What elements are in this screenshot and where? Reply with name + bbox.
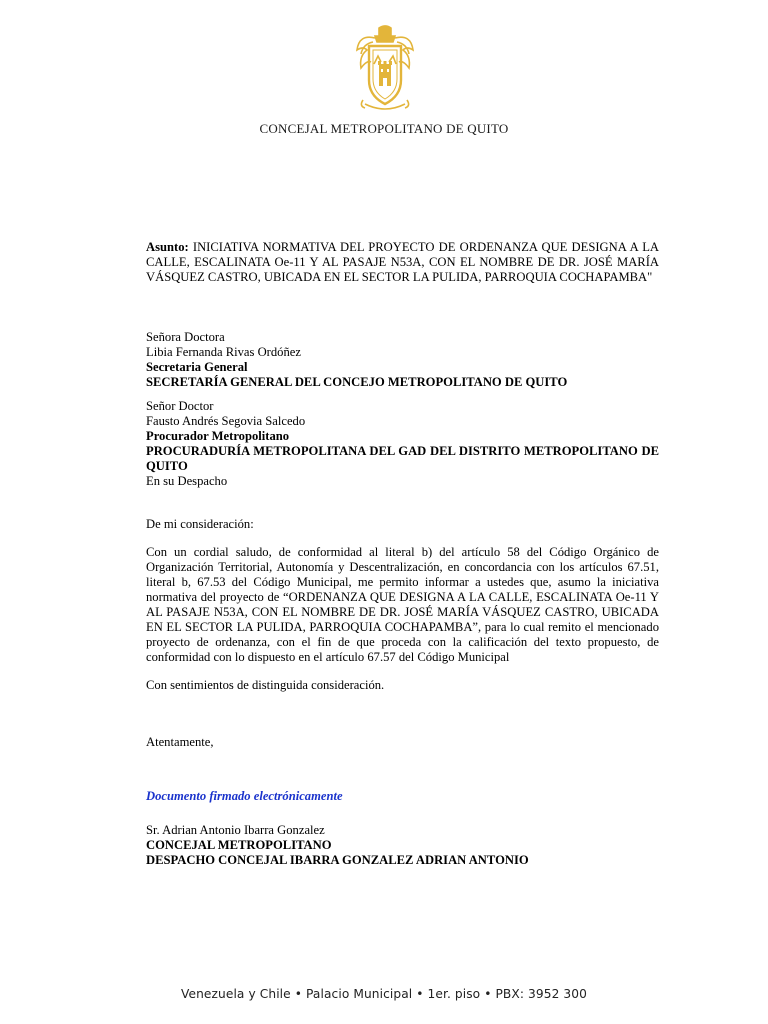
closing-line: Con sentimientos de distinguida consideración. <box>146 678 385 692</box>
addressee-2-name: Fausto Andrés Segovia Salcedo <box>146 414 306 428</box>
addressee-block-2 <box>146 399 659 489</box>
electronic-signature-note: Documento firmado electrónicamente <box>146 789 343 803</box>
addressee-block-1 <box>146 330 659 390</box>
addressee-1-salutation: Señora Doctora <box>146 330 225 344</box>
subject-block <box>146 240 659 285</box>
body-paragraph: Con un cordial saludo, de conformidad al literal b) del artículo 58 del Código Orgánico de Organización Territorial, Autonomía y Descentralización, en concordancia con los artículos 67.51, literal b, 67.53 del Código Municipal, me permito informar a ustedes que, asumo la iniciativa normativa del proyecto de “ORDENANZA QUE DESIGNA A LA CALLE, ESCALINATA Oe-11 Y AL PASAJE N53A, CON EL NOMBRE DE DR. JOSÉ MARÍA VÁSQUEZ CASTRO, UBICADA EN EL SECTOR LA PULIDA, PARROQUIA COCHAPAMBA”, para lo cual remito el mencionado proyecto de ordenanza, con el fin de que proceda con la calificación del texto propuesto, de conformidad con lo dispuesto en el artículo 67.57 del Código Municipal <box>146 545 659 664</box>
addressee-2-salutation: Señor Doctor <box>146 399 214 413</box>
subject-label: Asunto: <box>146 240 189 254</box>
footer-address: Venezuela y Chile • Palacio Municipal • 1er. piso • PBX: 3952 300 <box>181 987 587 1001</box>
signer-name: Sr. Adrian Antonio Ibarra Gonzalez <box>146 823 325 837</box>
quito-coat-of-arms-icon <box>353 24 417 112</box>
signature-block <box>146 823 659 868</box>
addressee-1-name: Libia Fernanda Rivas Ordóñez <box>146 345 301 359</box>
subject-text: INICIATIVA NORMATIVA DEL PROYECTO DE ORDENANZA QUE DESIGNA A LA CALLE, ESCALINATA Oe-11 Y AL PASAJE N53A, CON EL NOMBRE DE DR. JOSÉ MARÍA VÁSQUEZ CASTRO, UBICADA EN EL SECTOR LA PULIDA, PARROQUIA COCHAPAMBA" <box>146 240 659 284</box>
addressee-2-office: PROCURADURÍA METROPOLITANA DEL GAD DEL DISTRITO METROPOLITANO DE QUITO <box>146 444 659 473</box>
signer-title: CONCEJAL METROPOLITANO <box>146 838 332 852</box>
addressee-1-office: SECRETARÍA GENERAL DEL CONCEJO METROPOLITANO DE QUITO <box>146 375 568 389</box>
addressee-2-location: En su Despacho <box>146 474 228 488</box>
regards-line: Atentamente, <box>146 735 214 749</box>
addressee-2-position: Procurador Metropolitano <box>146 429 290 443</box>
greeting: De mi consideración: <box>146 517 254 531</box>
letterhead-title: CONCEJAL METROPOLITANO DE QUITO <box>259 121 509 136</box>
signer-office: DESPACHO CONCEJAL IBARRA GONZALEZ ADRIAN ANTONIO <box>146 853 529 867</box>
addressee-1-position: Secretaria General <box>146 360 248 374</box>
